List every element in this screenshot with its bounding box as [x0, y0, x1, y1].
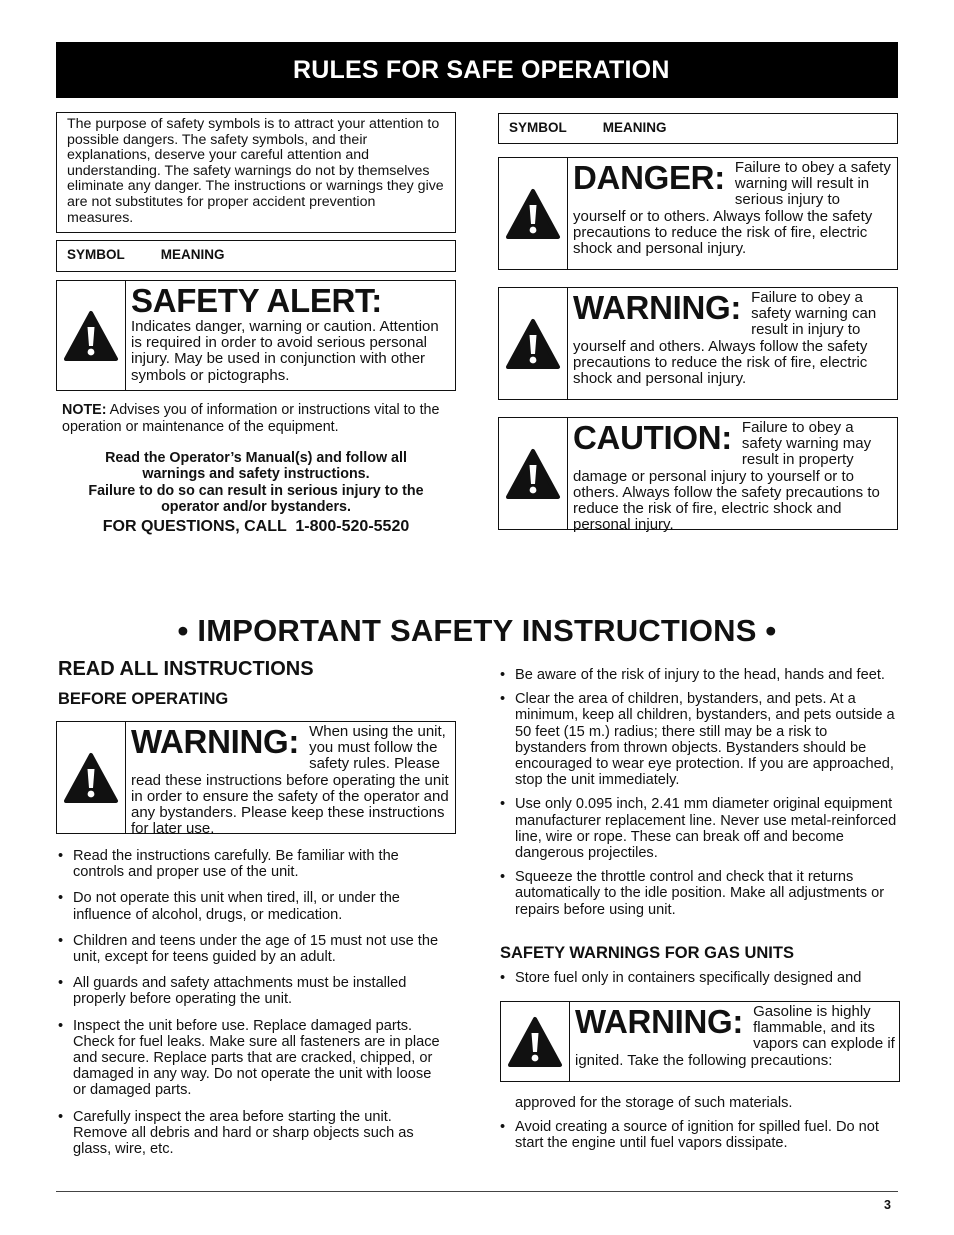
meaning-column-label: MEANING [602, 120, 667, 135]
list-item: • Do not operate this unit when tired, ill, or under the influence of alcohol, drugs, or medication. [58, 890, 448, 922]
note-text: Advises you of information or instructions vital to the operation or maintenance of the equipment. [62, 402, 440, 435]
danger-icon-cell [499, 158, 568, 269]
danger-word: DANGER: [573, 159, 725, 196]
list-item: • Use only 0.095 inch, 2.41 mm diameter original equipment manufacturer replacement line. Never use metal-reinforced line, wire or rope. These can break off and become dangerous projectiles. [500, 796, 898, 861]
caution-word: CAUTION: [573, 419, 732, 456]
gas-list-start [500, 970, 898, 986]
warning-word: WARNING: [573, 289, 742, 326]
warning-box [498, 287, 898, 400]
warning-text-cell [570, 1002, 899, 1081]
section-title: RULES FOR SAFE OPERATION [293, 56, 670, 84]
read-manual-text: Read the Operator’s Manual(s) and follow all warnings and safety instructions. [105, 450, 407, 482]
safety-alert-word: SAFETY ALERT: [131, 282, 382, 319]
symbol-column-label: SYMBOL [67, 247, 125, 262]
symbol-table-header-left [56, 240, 456, 272]
warning-description: Gasoline is highly flammable, and its vapors can explode if ignited. Take the following precautions: [575, 1003, 895, 1069]
danger-text-cell [568, 158, 897, 269]
warning-triangle-icon [63, 752, 119, 804]
caution-icon-cell [499, 418, 568, 529]
warning-triangle-icon [63, 310, 119, 362]
safety-alert-icon-cell [57, 281, 126, 390]
warning-description: Failure to obey a safety warning can result in injury to yourself and others. Always follow the safety precautions to reduce the risk of fire, electric shock and personal injury. [573, 289, 877, 388]
note-label: NOTE: [62, 402, 107, 418]
questions-call-line: FOR QUESTIONS, CALL 1-800-520-5520 [102, 518, 410, 535]
warning-icon-cell [499, 288, 568, 399]
gas-list-end [500, 1119, 898, 1151]
warning-text-cell [568, 288, 897, 399]
operating-list-continued [500, 667, 898, 918]
warning-triangle-icon [505, 318, 561, 370]
page-number: 3 [884, 1198, 891, 1212]
danger-description: Failure to obey a safety warning will result in serious injury to yourself or to others. Always follow the safety precautions to reduce the risk of fire, electric shock and personal injury. [573, 159, 891, 258]
gas-bullet-continuation: approved for the storage of such materials. [515, 1095, 793, 1111]
warning-word: WARNING: [131, 723, 300, 760]
warning-word: WARNING: [575, 1003, 744, 1040]
symbol-table-header-right [498, 113, 898, 144]
list-item: • Read the instructions carefully. Be familiar with the controls and proper use of the unit. [58, 848, 448, 880]
list-item: • Squeeze the throttle control and check that it returns automatically to the idle position. Make all adjustments or repairs before using unit. [500, 869, 898, 918]
note-block [62, 402, 454, 436]
caution-text-cell [568, 418, 897, 534]
gas-units-heading: SAFETY WARNINGS FOR GAS UNITS [500, 944, 794, 962]
danger-box [498, 157, 898, 270]
warning-before-operating-box [56, 721, 456, 838]
list-item: • Avoid creating a source of ignition for spilled fuel. Do not start the engine until fuel vapors dissipate. [500, 1119, 898, 1151]
section-header [56, 42, 898, 98]
intro-box: The purpose of safety symbols is to attract your attention to possible dangers. The safety symbols, and their explanations, deserve your careful attention and understanding. The safety warnings do not by themselves eliminate any danger. The instructions or warnings they give are not substitutes for proper accident prevention measures. [56, 112, 456, 233]
before-operating-list [58, 848, 448, 1157]
warning-description: When using the unit, you must follow the safety rules. Please read these instructions before operating the unit in order to ensure the safety of the operator and any bystanders. Please keep these instructions for later use. [131, 723, 449, 838]
list-item: • Children and teens under the age of 15 must not use the unit, except for teens guided by an adult. [58, 933, 448, 965]
list-item: • Clear the area of children, bystanders, and pets. At a minimum, keep all children, bystanders, and pets outside a 50 feet (15 m.) radius; there still may be a risk to bystanders from thrown objects. Bystanders should be encouraged to wear eye protection. If you are approached, stop the unit immediately. [500, 691, 898, 788]
warning-gasoline-box [500, 1001, 900, 1082]
safety-alert-text-cell [126, 281, 455, 390]
warning-icon-cell [57, 722, 126, 833]
list-item: • Carefully inspect the area before starting the unit. Remove all debris and hard or sharp objects such as glass, wire, etc. [58, 1109, 448, 1158]
warning-icon-cell [501, 1002, 570, 1081]
list-item: • Be aware of the risk of injury to the head, hands and feet. [500, 667, 898, 683]
safety-alert-description: Indicates danger, warning or caution. Attention is required in order to avoid serious personal injury. May be used in conjunction with other symbols or pictographs. [131, 318, 439, 384]
safety-alert-box [56, 280, 456, 391]
before-operating-heading: BEFORE OPERATING [58, 690, 229, 708]
list-item: • Inspect the unit before use. Replace damaged parts. Check for fuel leaks. Make sure all fasteners are in place and secure. Replace parts that are cracked, chipped, or damaged in any way. Do not operate the unit with loose or damaged parts. [58, 1018, 448, 1099]
warning-triangle-icon [507, 1016, 563, 1068]
caution-description: Failure to obey a safety warning may result in property damage or personal injury to yourself or to others. Always follow the safety precautions to reduce the risk of fire, electric shock and personal injury. [573, 419, 880, 534]
caution-box [498, 417, 898, 534]
footer-divider [56, 1191, 898, 1192]
list-item: • Store fuel only in containers specifically designed and [500, 970, 898, 986]
failure-warning-text: Failure to do so can result in serious injury to the operator and/or bystanders. [88, 483, 424, 515]
warning-triangle-icon [505, 188, 561, 240]
warning-triangle-icon [505, 448, 561, 500]
read-all-heading: READ ALL INSTRUCTIONS [58, 658, 314, 680]
warning-text-cell [126, 722, 455, 838]
meaning-column-label: MEANING [160, 247, 225, 262]
important-safety-title: • IMPORTANT SAFETY INSTRUCTIONS • [177, 613, 777, 648]
list-item: • All guards and safety attachments must be installed properly before operating the unit. [58, 975, 448, 1007]
symbol-column-label: SYMBOL [509, 120, 567, 135]
